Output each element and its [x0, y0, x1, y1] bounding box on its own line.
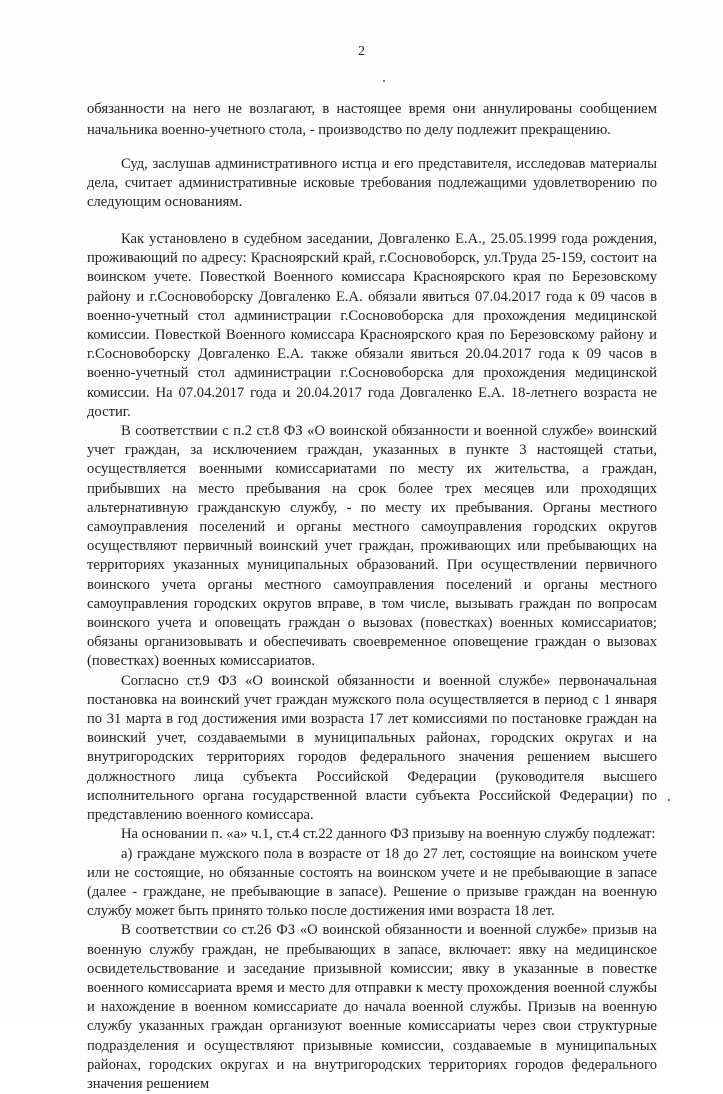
paragraph: На основании п. «а» ч.1, ст.4 ст.22 данного ФЗ призыву на военную службу подлежат: — [121, 826, 656, 843]
paragraph-body — [87, 230, 657, 1094]
scan-speck — [668, 799, 670, 801]
scan-speck — [383, 80, 385, 82]
page-number: 2 — [358, 44, 365, 59]
paragraph: обязанности на него не возлагают, в настоящее время они аннулированы сообщением начальника военно-учетного стола, - производство по делу подлежит прекращению. — [87, 101, 657, 138]
paragraph-court-findings — [87, 155, 657, 212]
paragraph: В соответствии со ст.26 ФЗ «О воинской обязанности и военной службе» призыв на военную службу граждан, не пребывающих в запасе, включает: явку на медицинское освидетельствование и заседание призывной комиссии; явку в указанные в повестке военного комиссариата время и место для отправки к месту прохождения военной службы и нахождение в военном комиссариате до начала военной службы. Призыв на военную службу указанных граждан организуют военные комиссариаты через свои структурные подразделения и осуществляют призывные комиссии, создаваемые в муниципальных районах, городских округах и на внутригородских территориях городов федерального значения решением — [87, 922, 657, 1092]
paragraph: Суд, заслушав административного истца и его представителя, исследовав материалы дела, считает административные исковые требования подлежащими удовлетворению по следующим основаниям. — [87, 156, 657, 210]
paragraph-continuation — [87, 99, 657, 141]
paragraph: Как установлено в судебном заседании, Довгаленко Е.А., 25.05.1999 года рождения, проживающий по адресу: Красноярский край, г.Сосновоборск, ул.Труда 25-159, состоит на воинском учете. Повесткой Военного комиссара Красноярского края по Березовскому району и г.Сосновоборску Довгаленко Е.А. обязали явиться 07.04.2017 года к 09 часов в военно-учетный стол администрации г.Сосновоборска для прохождения медицинской комиссии. Повесткой Военного комиссара Красноярского края по Березовскому району и г.Сосновоборску Довгаленко Е.А. также обязали явиться 20.04.2017 года к 09 часов в военно-учетный стол администрации г.Сосновоборска для прохождения медицинской комиссии. На 07.04.2017 года и 20.04.2017 года Довгаленко Е.А. 18-летнего возраста не достиг. — [87, 231, 657, 420]
paragraph-list-item: а) граждане мужского пола в возрасте от 18 до 27 лет, состоящие на воинском учете или не состоящие, но обязанные состоять на воинском учете и не пребывающие в запасе (далее - граждане, не пребывающие в запасе). Решение о призыве граждан на военную службу может быть принято только после достижения ими возраста 18 лет. — [87, 845, 657, 920]
paragraph: В соответствии с п.2 ст.8 ФЗ «О воинской обязанности и военной службе» воинский учет граждан, за исключением граждан, указанных в пункте 3 настоящей статьи, осуществляется военными комиссариатами по месту их жительства, а граждан, прибывших на место пребывания на срок более трех месяцев или проходящих альтернативную гражданскую службу, - по месту их пребывания. Органы местного самоуправления поселений и органы местного самоуправления городских округов осуществляют первичный воинский учет граждан, проживающих или пребывающих на территориях указанных муниципальных образований. При осуществлении первичного воинского учета органы местного самоуправления поселений и органы местного самоуправления городских округов вправе, в том числе, вызывать граждан по вопросам воинского учета и оповещать граждан о вызовах (повестках) военных комиссариатов; обязаны организовывать и обеспечивать своевременное оповещение граждан о вызовах (повестках) военных комиссариатов. — [87, 423, 657, 670]
paragraph: Согласно ст.9 ФЗ «О воинской обязанности и военной службе» первоначальная постановка на воинский учет граждан мужского пола осуществляется в период с 1 января по 31 марта в год достижения ими возраста 17 лет комиссиями по постановке граждан на воинский учет, создаваемыми в муниципальных районах, городских округах и на внутригородских территориях городов федерального значения решением высшего должностного лица субъекта Российской Федерации (руководителя высшего исполнительного органа государственной власти субъекта Российской Федерации) по представлению военного комиссара. — [87, 672, 657, 824]
